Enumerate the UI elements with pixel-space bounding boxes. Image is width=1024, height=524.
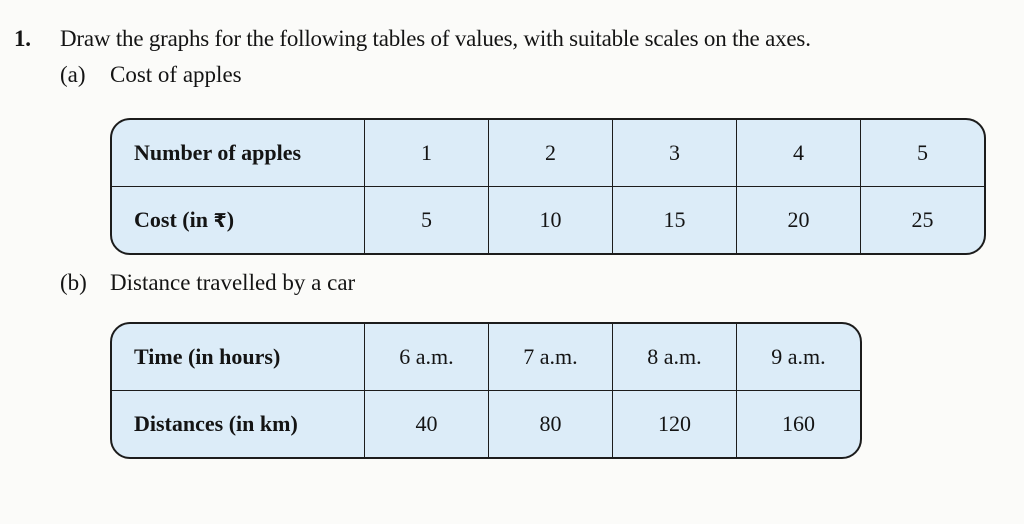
part-a-label: (a) — [60, 62, 86, 87]
table-cell: 9 a.m. — [737, 324, 861, 391]
table-cell: 1 — [365, 120, 489, 187]
table-row — [112, 324, 860, 391]
question-text: Draw the graphs for the following tables of values, with suitable scales on the axes. — [60, 26, 811, 51]
table-cell: 120 — [613, 391, 737, 458]
question-line — [14, 26, 811, 52]
table-cell: 160 — [782, 411, 815, 436]
part-a-heading — [60, 62, 242, 88]
part-b-title: Distance travelled by a car — [110, 270, 356, 295]
table-cell: 80 — [489, 391, 613, 458]
rupee-symbol: ₹ — [213, 210, 227, 232]
part-b-label: (b) — [60, 270, 87, 295]
table-cell: 7 a.m. — [489, 324, 613, 391]
cost-row-header — [112, 187, 365, 254]
table-cell: 3 — [613, 120, 737, 187]
part-b-heading — [60, 270, 355, 296]
distance-table — [110, 322, 862, 459]
apples-row-header: Number of apples — [112, 120, 365, 187]
table-cell: 2 — [489, 120, 613, 187]
distance-row-header: Distances (in km) — [112, 391, 365, 458]
table-cell: 25 — [911, 207, 934, 232]
table-row — [112, 120, 984, 187]
time-row-header: Time (in hours) — [112, 324, 365, 391]
part-a-title: Cost of apples — [110, 62, 242, 87]
cost-header-prefix: Cost (in — [134, 207, 214, 232]
table-cell: 5 — [365, 187, 489, 254]
cost-header-suffix: ) — [226, 207, 235, 232]
apples-table — [110, 118, 986, 255]
table-cell: 15 — [613, 187, 737, 254]
table-cell: 40 — [365, 391, 489, 458]
table-cell: 8 a.m. — [613, 324, 737, 391]
table-row — [112, 391, 860, 458]
table-cell: 4 — [737, 120, 861, 187]
table-cell: 10 — [489, 187, 613, 254]
table-row — [112, 187, 984, 254]
table-cell: 5 — [861, 120, 985, 187]
question-number: 1. — [14, 26, 31, 51]
table-cell: 6 a.m. — [365, 324, 489, 391]
table-cell: 20 — [737, 187, 861, 254]
